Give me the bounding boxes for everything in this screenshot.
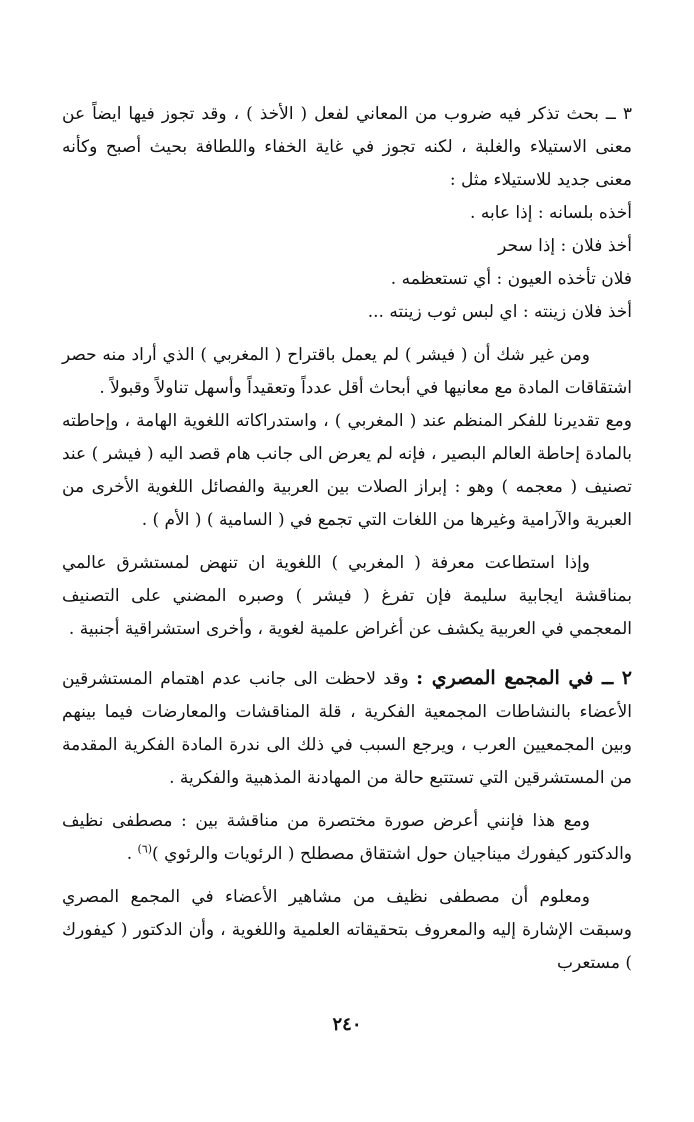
footnote-marker: (٦) bbox=[137, 842, 153, 856]
example-line: أخذ فلان : إذا سحر bbox=[498, 236, 632, 256]
example-line: أخذ فلان زينته : اي لبس ثوب زينته ... bbox=[367, 302, 632, 322]
paragraph-point-3: ٣ ــ بحث تذكر فيه ضروب من المعاني لفعل ( الأخذ ) ، وقد تجوز فيها ايضاً عن معنى الاستيلاء والغلبة ، لكنه تجوز في غاية الخفاء واللطافة بحيث أصبح وكأنه معنى جديد للاستيلاء مثل : bbox=[62, 104, 632, 190]
paragraph bbox=[62, 805, 632, 871]
section-heading: ٢ ــ في المجمع المصري : bbox=[416, 667, 633, 689]
paragraph: ومع تقديرنا للفكر المنظم عند ( المغربي ) ، واستدراكاته اللغوية الهامة ، وإحاطته بالمادة إحاطة العالم البصير ، فإنه لم يعرض الى جانب هام قصد اليه ( فيشر ) عند تصنيف ( معجمه ) وهو : إبراز الصلات بين العربية والفصائل اللغوية الأخرى من العبرية والآرامية وغيرها من اللغات التي تجمع في ( السامية ) ( الأم ) . bbox=[62, 411, 632, 530]
example-line: فلان تأخذه العيون : أي تستعظمه . bbox=[390, 269, 632, 289]
paragraph-text: وقد لاحظت الى جانب عدم اهتمام المستشرقين الأعضاء بالنشاطات المجمعية الفكرية ، قلة المناقشات والمعارضات فيما بينهم وبين المجمعيين العرب ، ويرجع السبب في ذلك الى ندرة المادة الفكرية المقدمة من المستشرقين التي تستتبع حالة من المهادنة المذهبية والفكرية . bbox=[62, 669, 632, 788]
paragraph: ومعلوم أن مصطفى نظيف من مشاهير الأعضاء في المجمع المصري وسبقت الإشارة إليه والمعروف بتحقيقاته العلمية واللغوية ، وأن الدكتور ( كيفورك ) مستعرب bbox=[62, 887, 632, 973]
page-number: ٢٤٠ bbox=[332, 1014, 362, 1035]
paragraph-end: . bbox=[126, 844, 138, 864]
section-paragraph bbox=[62, 662, 632, 795]
example-line: أخذه بلسانه : إذا عابه . bbox=[470, 203, 632, 223]
paragraph-text: ومع هذا فإنني أعرض صورة مختصرة من مناقشة بين : مصطفى نظيف والدكتور كيفورك ميناجيان حول اشتقاق مصطلح ( الرئويات والرئوي ) bbox=[62, 811, 632, 864]
paragraph: ومن غير شك أن ( فيشر ) لم يعمل باقتراح ( المغربي ) الذي أراد منه حصر اشتقاقات المادة مع معانيها في أبحاث أقل عدداً وتعقيداً وأسهل تناولاً وقبولاً . bbox=[62, 345, 632, 398]
body-text bbox=[62, 98, 632, 980]
paragraph: وإذا استطاعت معرفة ( المغربي ) اللغوية ان تنهض لمستشرق عالمي بمناقشة ايجابية سليمة فإن تفرغ ( فيشر ) وصبره المضني على التصنيف المعجمي في العربية يكشف عن أغراض علمية لغوية ، وأخرى استشراقية أجنبية . bbox=[62, 553, 632, 639]
